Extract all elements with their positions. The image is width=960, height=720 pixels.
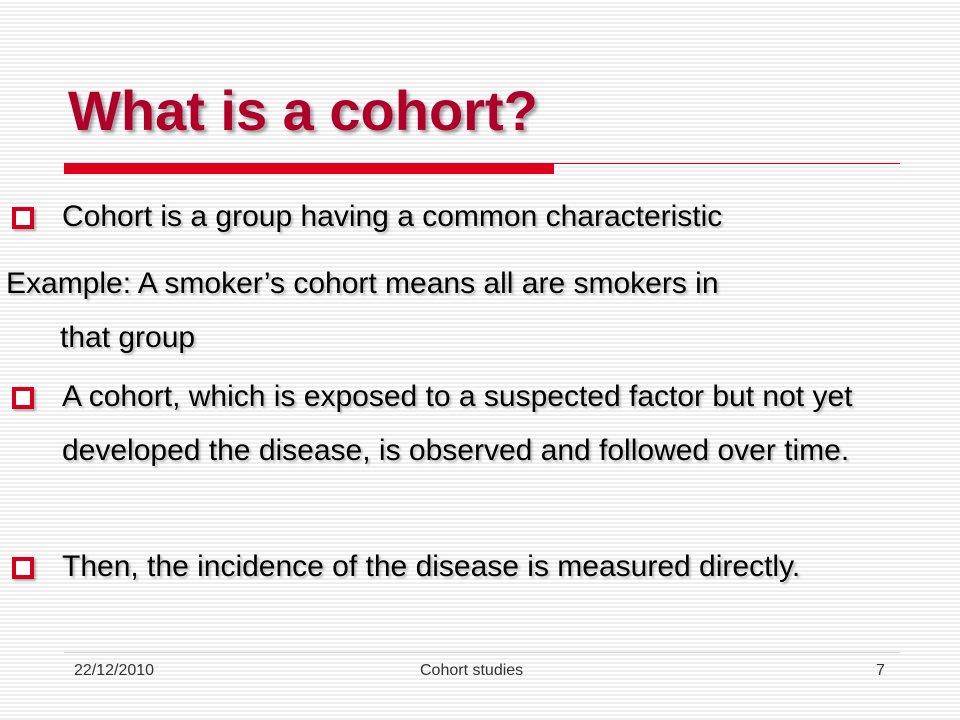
bullet-text: Then, the incidence of the disease is measured directly. — [62, 550, 801, 583]
bullet-item — [62, 190, 932, 244]
title-underline-thick — [64, 163, 554, 174]
bullet-item — [62, 540, 932, 594]
bullet-text: Cohort is a group having a common characteristic — [62, 200, 723, 233]
footer-title: Cohort studies — [420, 662, 524, 679]
example-line-1: Example: A smoker’s cohort means all are smokers in — [6, 267, 719, 300]
slide-number: 7 — [876, 662, 885, 679]
slide-title: What is a cohort? — [68, 79, 538, 142]
example-paragraph — [6, 257, 906, 365]
bullet-text: A cohort, which is exposed to a suspected factor but not yet developed the disease, is observed and followed over time. — [62, 380, 853, 467]
example-line-2: that group — [60, 321, 196, 354]
square-bullet-icon — [12, 207, 34, 229]
square-bullet-icon — [12, 557, 34, 579]
square-bullet-icon — [12, 387, 34, 409]
footer-divider — [64, 652, 900, 653]
slide-footer — [0, 652, 960, 692]
bullet-item — [62, 370, 932, 478]
footer-date: 22/12/2010 — [74, 662, 155, 679]
